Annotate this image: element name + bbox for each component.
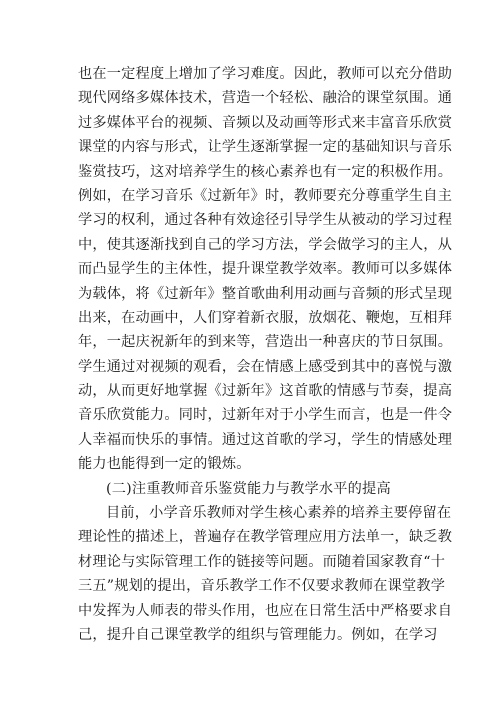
paragraph-line: 例如，在学习音乐《过新年》时，教师要充分尊重学生自主	[78, 187, 453, 204]
paragraph-line: 学生通过对视频的观看，会在情感上感受到其中的喜悦与激	[78, 358, 453, 375]
paragraph-line: 材理论与实际管理工作的链接等问题。而随着国家教育“十	[78, 553, 446, 570]
paragraph-line: 中发挥为人师表的带头作用，也应在日常生活中严格要求自	[78, 602, 453, 619]
paragraph-line: 中，使其逐渐找到自己的学习方法，学会做学习的主人，从	[78, 236, 453, 253]
paragraph-line: 出来，在动画中，人们穿着新衣服，放烟花、鞭炮，互相拜	[78, 309, 453, 326]
paragraph-line: 理论性的描述上，普遍存在教学管理应用方法单一，缺乏教	[78, 529, 453, 546]
paragraph-line: 己，提升自己课堂教学的组织与管理能力。例如，在学习	[78, 626, 438, 643]
paragraph-line: 课堂的内容与形式，让学生逐渐掌握一定的基础知识与音乐	[78, 139, 453, 156]
paragraph-line: 三五”规划的提出，音乐教学工作不仅要求教师在课堂教学	[78, 578, 446, 595]
paragraph-line: 音乐欣赏能力。同时，过新年对于小学生而言，也是一件令	[78, 407, 453, 424]
paragraph-line: 能力也能得到一定的锻炼。	[78, 456, 251, 473]
paragraph-line: 年，一起庆祝新年的到来等，营造出一种喜庆的节日氛围。	[78, 334, 453, 351]
paragraph-line: 现代网络多媒体技术，营造一个轻松、融洽的课堂氛围。通	[78, 90, 453, 107]
section-heading: (二)注重教师音乐鉴赏能力与教学水平的提高	[106, 480, 391, 497]
paragraph-line: 动，从而更好地掌握《过新年》这首歌的情感与节奏，提高	[78, 383, 453, 400]
paragraph-line: 也在一定程度上增加了学习难度。因此，教师可以充分借助	[78, 66, 453, 82]
paragraph-line: 人幸福而快乐的事情。通过这首歌的学习，学生的情感处理	[78, 431, 453, 448]
paragraph-line: 为载体，将《过新年》整首歌曲利用动画与音频的形式呈现	[78, 285, 453, 302]
paragraph-line: 学习的权利，通过各种有效途径引导学生从被动的学习过程	[78, 212, 453, 229]
document-body	[78, 62, 453, 647]
paragraph-line: 而凸显学生的主体性，提升课堂教学效率。教师可以多媒体	[78, 261, 453, 278]
paragraph-line: 过多媒体平台的视频、音频以及动画等形式来丰富音乐欣赏	[78, 114, 453, 131]
paragraph-line: 鉴赏技巧，这对培养学生的核心素养也有一定的积极作用。	[78, 163, 453, 180]
paragraph-line: 目前，小学音乐教师对学生核心素养的培养主要停留在	[106, 505, 452, 522]
